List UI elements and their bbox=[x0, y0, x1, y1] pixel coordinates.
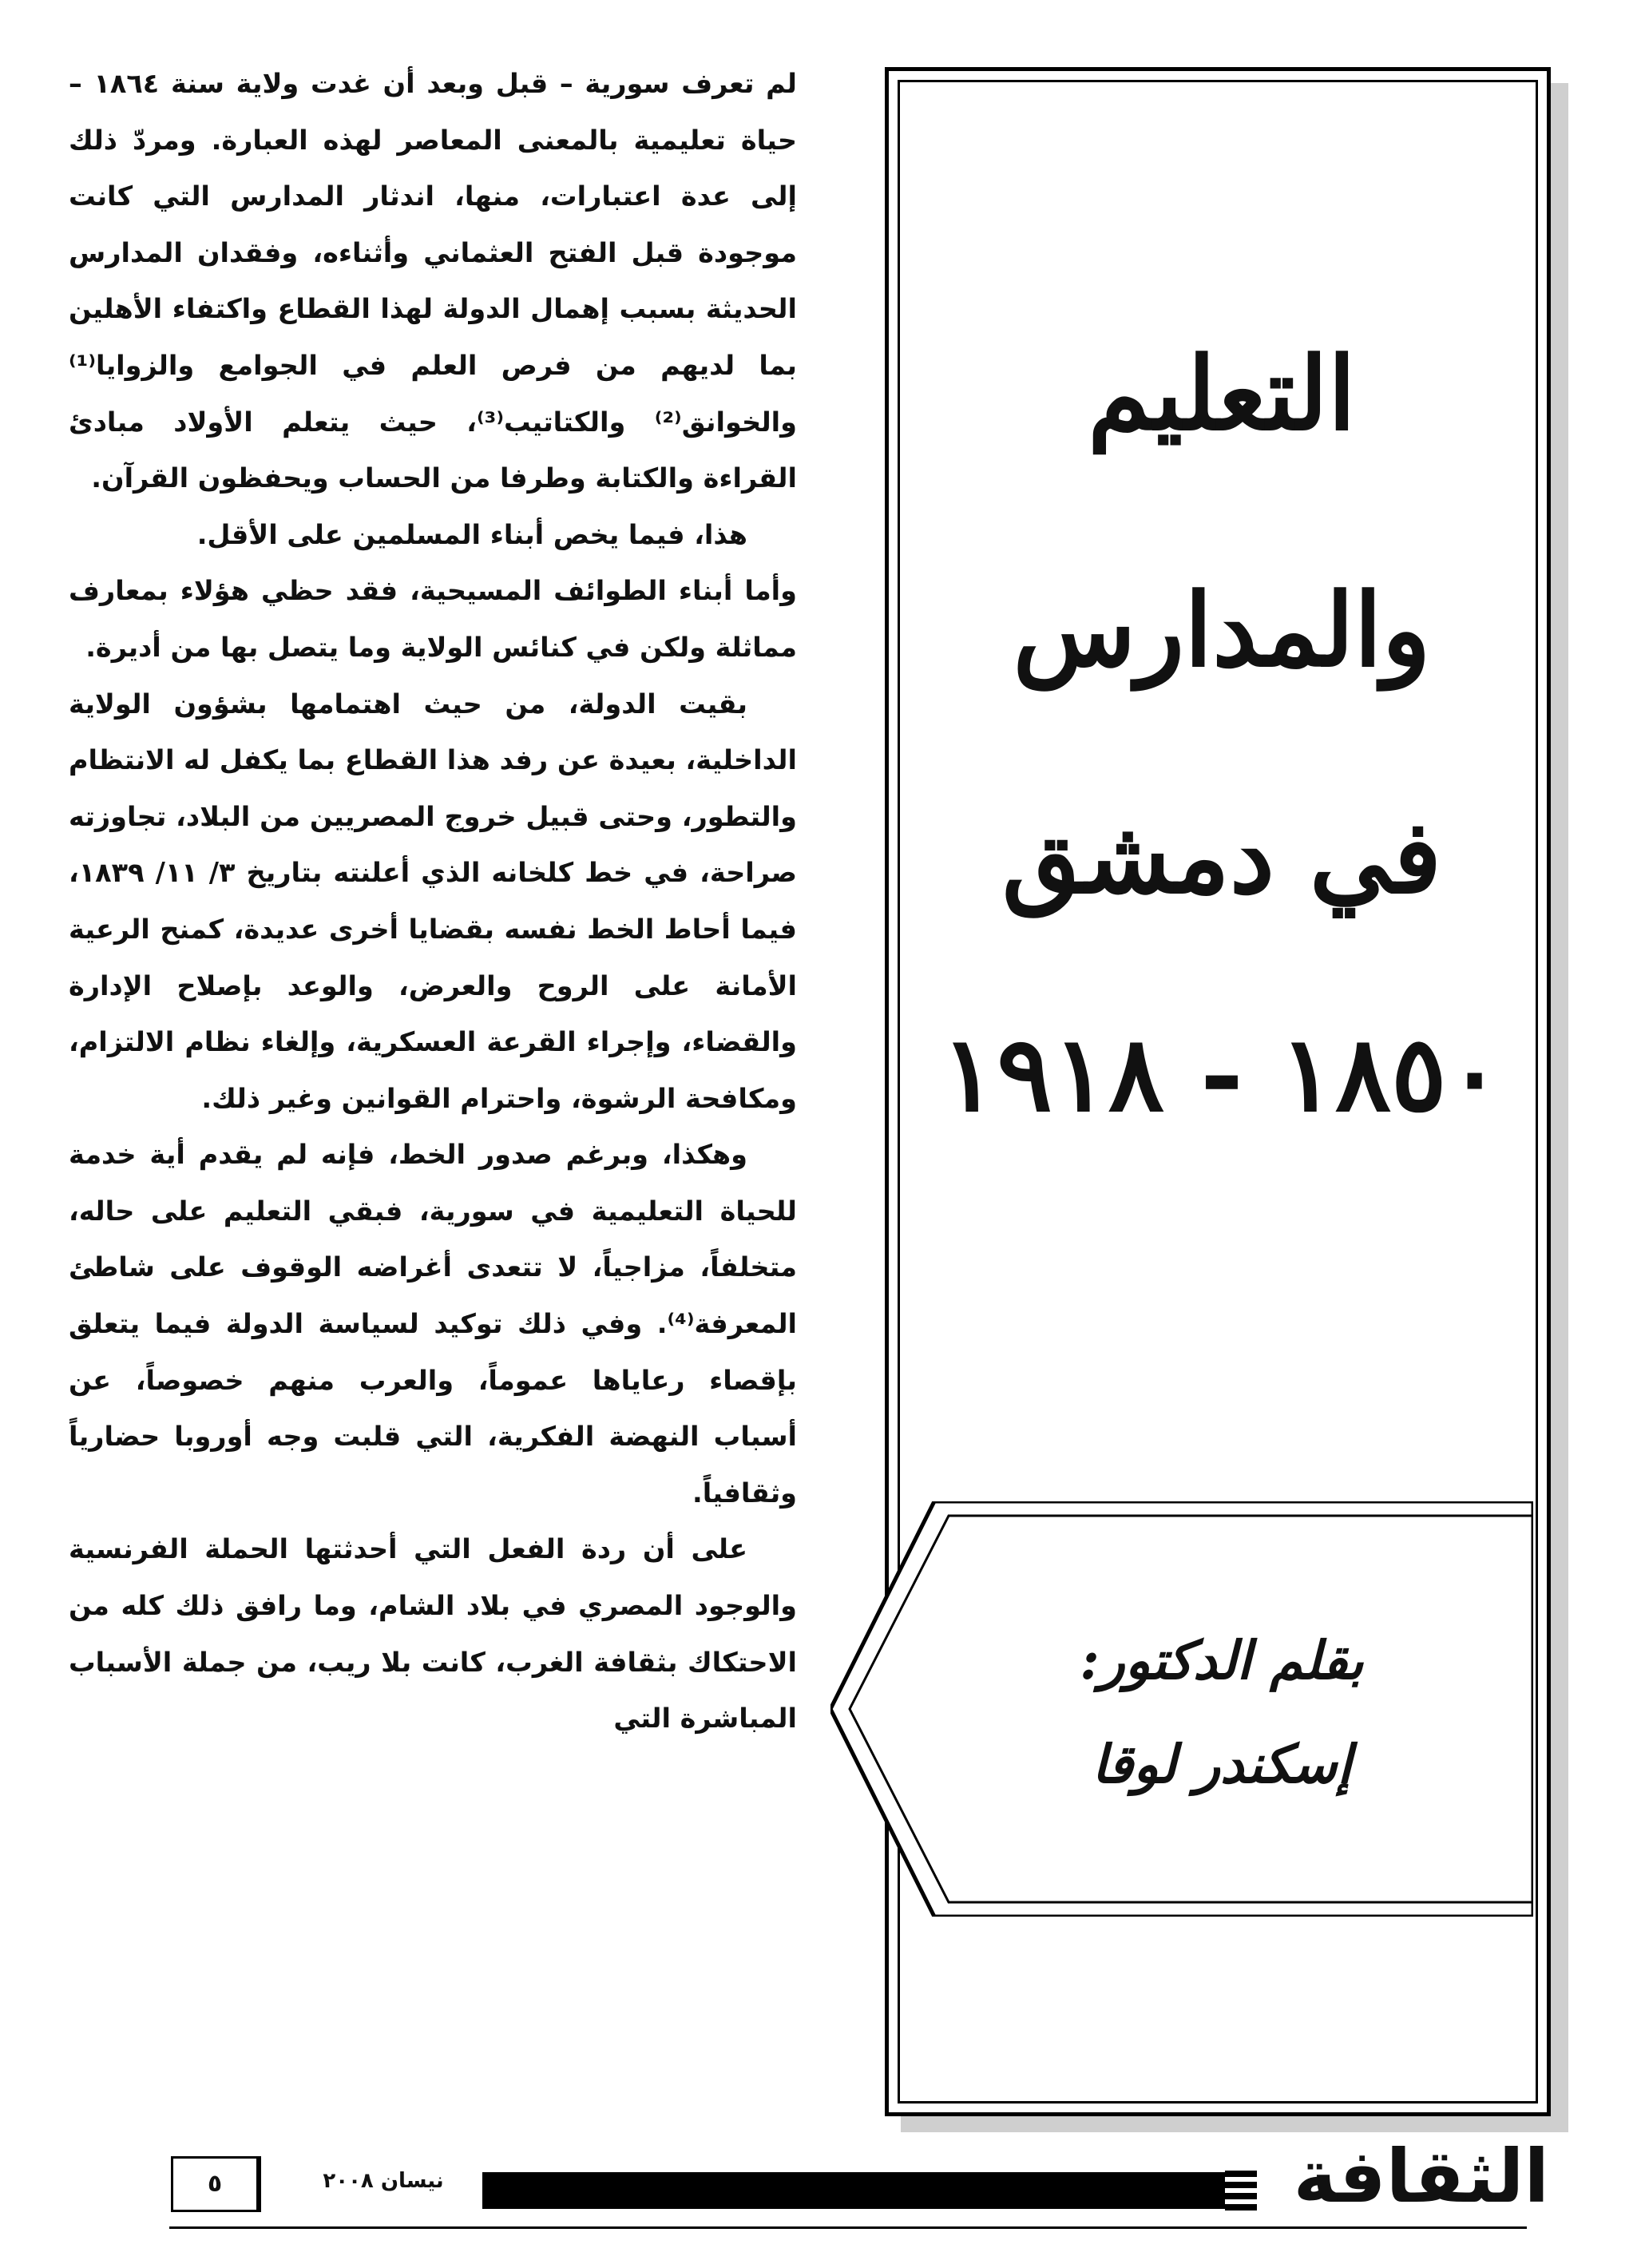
article-paragraph: على أن ردة الفعل التي أحدثتها الحملة الفرنسية والوجود المصري في بلاد الشام، وما رافق ذلك كله من الاحتكاك بثقافة الغرب، كانت بلا ريب، من جملة الأسباب المباشرة التي bbox=[69, 1533, 797, 1735]
footer-bar bbox=[482, 2172, 1225, 2209]
frame-shadow bbox=[1551, 83, 1568, 2132]
page-number: ٥ bbox=[171, 2156, 259, 2212]
article-paragraph: وهكذا، وبرغم صدور الخط، فإنه لم يقدم أية خدمة للحياة التعليمية في سورية، فبقي التعليم على حاله، متخلفاً، مزاجياً، لا تتعدى أغراضه الوقوف على شاطئ المعرفة⁽⁴⁾. وفي ذلك توكيد لسياسة الدولة فيما يتعلق بإقصاء رعاياها عموماً، والعرب منهم خصوصاً، عن أسباب النهضة الفكرية، التي قلبت وجه أوروبا حضارياً وثقافياً. bbox=[69, 1139, 797, 1509]
title-line: في دمشق bbox=[1001, 798, 1442, 916]
title-line: التعليم bbox=[1088, 335, 1356, 453]
article-body bbox=[69, 56, 797, 1735]
author-name: إسكندر لوقا bbox=[1092, 1733, 1352, 1795]
issue-date: نيسان ٢٠٠٨ bbox=[323, 2169, 444, 2193]
article-paragraph: هذا، فيما يخص أبناء المسلمين على الأقل. bbox=[196, 518, 747, 550]
footer-divider bbox=[259, 2156, 261, 2212]
author-prefix: بقلم الدكتور: bbox=[1080, 1629, 1364, 1691]
article-paragraph: وأما أبناء الطوائف المسيحية، فقد حظي هؤلاء بمعارف مماثلة ولكن في كنائس الولاية وما يتصل بها من أديرة. bbox=[69, 575, 797, 663]
magazine-logo: الثقافة bbox=[1293, 2134, 1549, 2219]
title-years: ١٨٥٠ - ١٩١٨ bbox=[941, 1013, 1503, 1135]
footer-rule bbox=[169, 2226, 1527, 2229]
article-paragraph: لم تعرف سورية – قبل وبعد أن غدت ولاية سنة ١٨٦٤ – حياة تعليمية بالمعنى المعاصر لهذه العبارة. ومردّ ذلك إلى عدة اعتبارات، منها، اندثار المدارس التي كانت موجودة قبل الفتح العثماني وأثناءه، وفقدان المدارس الحديثة بسبب إهمال الدولة لهذا القطاع واكتفاء الأهلين بما لديهم من فرص العلم في الجوامع والزوايا⁽¹⁾ والخوانق⁽²⁾ والكتاتيب⁽³⁾، حيث يتعلم الأولاد مبادئ القراءة والكتابة وطرفا من الحساب ويحفظون القرآن. bbox=[69, 68, 797, 494]
byline-frame bbox=[830, 1501, 1533, 1917]
title-line: والمدارس bbox=[1013, 571, 1431, 689]
frame-shadow bbox=[901, 2116, 1568, 2132]
article-paragraph: بقيت الدولة، من حيث اهتمامها بشؤون الولاية الداخلية، بعيدة عن رفد هذا القطاع بما يكفل له الانتظام والتطور، وحتى قبيل خروج المصريين من البلاد، تجاوزته صراحة، في خط كلخانه الذي أعلنته بتاريخ ٣/ ١١/ ١٨٣٩، فيما أحاط الخط نفسه بقضايا أخرى عديدة، كمنح الرعية الأمانة على الروح والعرض، والوعد بإصلاح الإدارة والقضاء، وإجراء القرعة العسكرية، وإلغاء نظام الالتزام، ومكافحة الرشوة، واحترام القوانين وغير ذلك. bbox=[69, 688, 797, 1114]
